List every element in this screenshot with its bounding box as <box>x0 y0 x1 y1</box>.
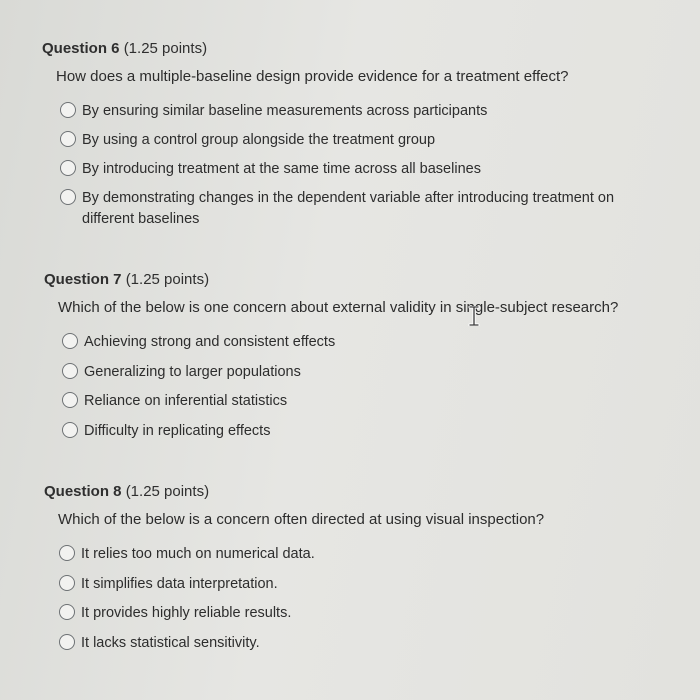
question-6 <box>42 40 682 238</box>
question-points: (1.25 points) <box>125 271 210 288</box>
answer-option[interactable] <box>59 574 684 595</box>
question-title: Question 8 <box>44 483 122 500</box>
radio-button[interactable] <box>62 363 78 379</box>
question-prompt: How does a multiple-baseline design provide evidence for a treatment effect? <box>56 68 569 85</box>
answer-option-label[interactable]: By introducing treatment at the same time across all baselines <box>82 161 481 177</box>
question-header <box>42 40 682 57</box>
answer-option-label[interactable]: It relies too much on numerical data. <box>81 546 315 562</box>
radio-button[interactable] <box>59 634 75 650</box>
answer-options <box>60 101 682 230</box>
radio-button[interactable] <box>59 575 75 591</box>
radio-button[interactable] <box>62 422 78 438</box>
answer-option[interactable] <box>60 159 682 180</box>
answer-option[interactable] <box>59 633 684 654</box>
question-7 <box>44 271 684 450</box>
question-header <box>44 483 684 500</box>
answer-option[interactable] <box>62 332 684 353</box>
question-title: Question 6 <box>42 40 120 57</box>
answer-option[interactable] <box>59 603 684 624</box>
answer-option-label[interactable]: By ensuring similar baseline measurements across participants <box>82 103 488 119</box>
text-cursor-icon <box>467 306 481 326</box>
answer-option[interactable] <box>62 421 684 442</box>
question-title: Question 7 <box>44 271 122 288</box>
answer-option[interactable] <box>60 130 682 151</box>
answer-option[interactable] <box>60 188 682 230</box>
radio-button[interactable] <box>60 131 76 147</box>
answer-option-label[interactable]: It simplifies data interpretation. <box>81 575 278 592</box>
answer-option-label[interactable]: Achieving strong and consistent effects <box>84 334 336 350</box>
radio-button[interactable] <box>59 545 75 561</box>
answer-option-label[interactable]: Reliance on inferential statistics <box>84 393 288 409</box>
radio-button[interactable] <box>62 333 78 349</box>
question-8 <box>44 483 684 662</box>
answer-options <box>59 544 684 654</box>
radio-button[interactable] <box>60 160 76 176</box>
answer-option[interactable] <box>62 391 684 412</box>
answer-option-label[interactable]: By using a control group alongside the treatment group <box>82 132 436 148</box>
question-header <box>44 271 684 288</box>
radio-button[interactable] <box>59 604 75 620</box>
answer-option[interactable] <box>60 101 682 122</box>
radio-button[interactable] <box>62 392 78 408</box>
answer-option-label[interactable]: By demonstrating changes in the dependent variable after introducing treatment on different baselines <box>82 190 615 227</box>
answer-option[interactable] <box>59 544 684 565</box>
question-prompt: Which of the below is a concern often directed at using visual inspection? <box>58 511 545 528</box>
radio-button[interactable] <box>60 189 76 205</box>
question-prompt: Which of the below is one concern about external validity in single-subject research? <box>58 299 619 316</box>
answer-option[interactable] <box>62 362 684 383</box>
answer-options <box>62 332 684 442</box>
answer-option-label[interactable]: Generalizing to larger populations <box>84 363 301 380</box>
question-points: (1.25 points) <box>125 483 210 500</box>
answer-option-label[interactable]: Difficulty in replicating effects <box>84 422 271 439</box>
radio-button[interactable] <box>60 102 76 118</box>
answer-option-label[interactable]: It lacks statistical sensitivity. <box>81 634 260 651</box>
question-points: (1.25 points) <box>123 40 208 57</box>
answer-option-label[interactable]: It provides highly reliable results. <box>81 605 292 621</box>
